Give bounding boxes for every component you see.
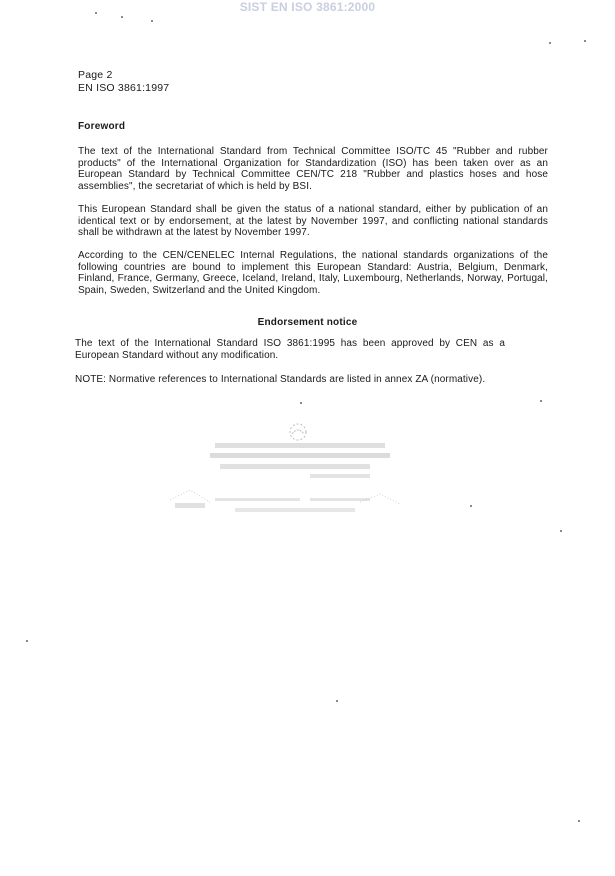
scan-speck bbox=[578, 820, 580, 822]
scan-speck bbox=[336, 700, 338, 702]
standard-identifier: EN ISO 3861:1997 bbox=[78, 82, 170, 94]
endorsement-paragraph: The text of the International Standard ISO 3861:1995 has been approved by CEN as a European Standard without any modification. bbox=[75, 338, 505, 361]
scan-speck bbox=[151, 20, 153, 22]
foreword-heading: Foreword bbox=[78, 121, 126, 132]
foreword-paragraph-1: The text of the International Standard from Technical Committee ISO/TC 45 "Rubber and rubber products" of the International Organization for Standardization (ISO) has been taken over as an European Standard by Technical Committee CEN/TC 218 "Rubber and plastics hoses and hose assemblies", the secretariat of which is held by BSI. bbox=[78, 146, 548, 192]
watermark-title: SIST EN ISO 3861:2000 bbox=[239, 0, 376, 14]
scan-speck bbox=[470, 505, 472, 507]
faded-stamp-graphic bbox=[160, 420, 410, 520]
normative-note: NOTE: Normative references to International Standards are listed in annex ZA (normative). bbox=[75, 374, 486, 385]
scan-speck bbox=[121, 16, 123, 18]
page-number: Page 2 bbox=[78, 69, 113, 81]
scan-speck bbox=[540, 400, 542, 402]
scan-speck bbox=[300, 402, 302, 404]
scan-speck bbox=[584, 40, 586, 42]
scan-speck bbox=[549, 42, 551, 44]
foreword-paragraph-3: According to the CEN/CENELEC Internal Regulations, the national standards organizations of the following countries are bound to implement this European Standard: Austria, Belgium, Denmark, Finland, France, Germany, Greece, Iceland, Ireland, Italy, Luxembourg, Netherlands, Norway, Portugal, Spain, Sweden, Switzerland and the United Kingdom. bbox=[78, 250, 548, 296]
scan-speck bbox=[95, 12, 97, 14]
endorsement-heading: Endorsement notice bbox=[257, 317, 358, 328]
scan-speck bbox=[560, 530, 562, 532]
scan-speck bbox=[26, 640, 28, 642]
foreword-paragraph-2: This European Standard shall be given the status of a national standard, either by publication of an identical text or by endorsement, at the latest by November 1997, and conflicting national standards shall be withdrawn at the latest by November 1997. bbox=[78, 204, 548, 239]
